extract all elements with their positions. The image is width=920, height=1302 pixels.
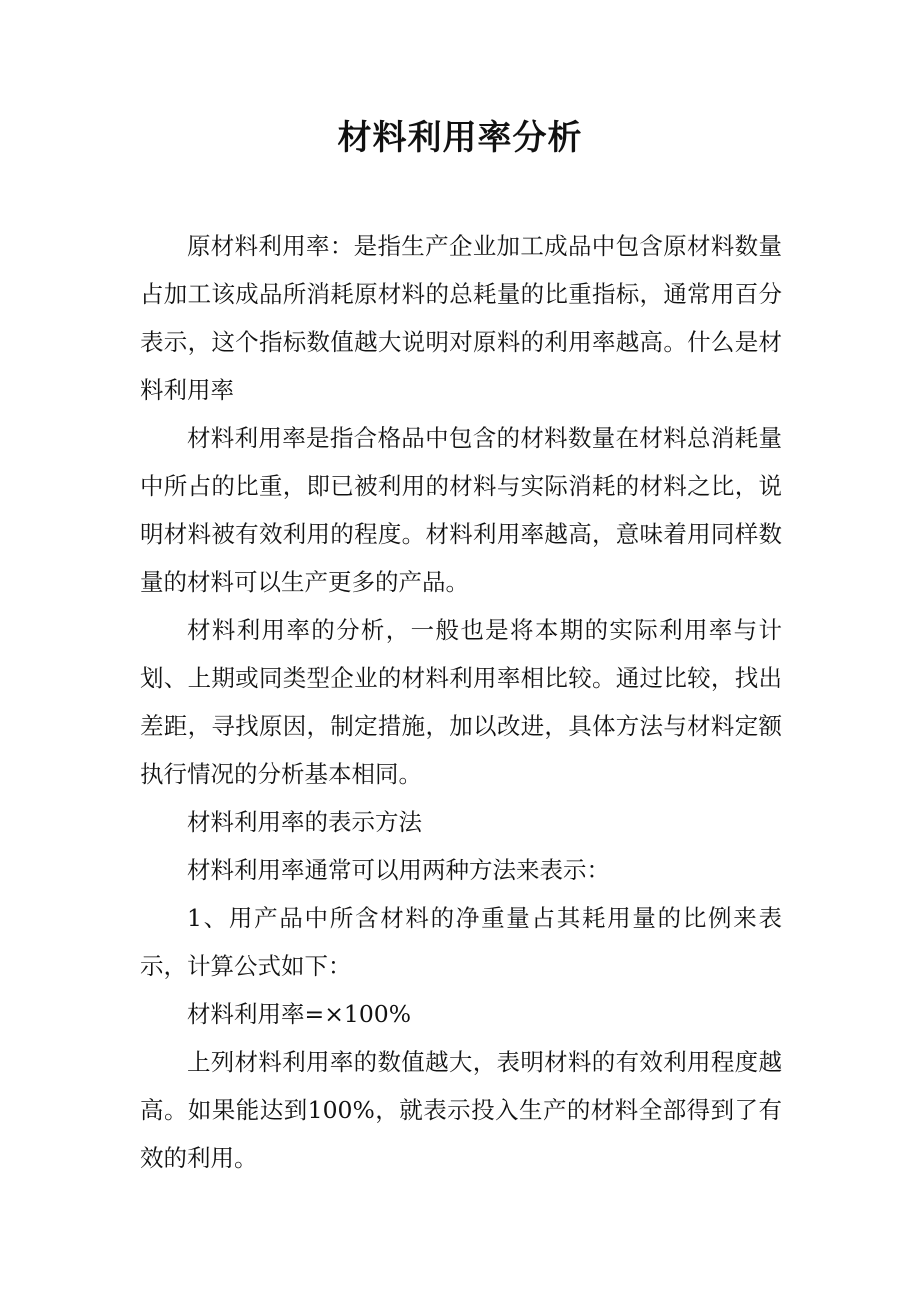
paragraph-analysis: 材料利用率的分析，一般也是将本期的实际利用率与计划、上期或同类型企业的材料利用率相比较。通过比较，找出差距，寻找原因，制定措施，加以改进，具体方法与材料定额执行情况的分析基本相同。 <box>140 616 782 788</box>
paragraph-conclusion: 上列材料利用率的数值越大，表明材料的有效利用程度越高。如果能达到100%，就表示投入生产的材料全部得到了有效的利用。 <box>140 1048 782 1172</box>
paragraph-definition: 原材料利用率：是指生产企业加工成品中包含原材料数量占加工该成品所消耗原材料的总耗量的比重指标，通常用百分表示，这个指标数值越大说明对原料的利用率越高。什么是材料利用率 <box>140 232 782 404</box>
paragraph-method-heading: 材料利用率的表示方法 <box>187 808 422 836</box>
document-title: 材料利用率分析 <box>337 118 583 158</box>
paragraph-two-methods: 材料利用率通常可以用两种方法来表示： <box>187 856 610 884</box>
paragraph-method-one: 1、用产品中所含材料的净重量占其耗用量的比例来表示，计算公式如下： <box>140 904 782 980</box>
document-body <box>140 222 782 1182</box>
paragraph-formula: 材料利用率=×100% <box>187 1000 412 1028</box>
paragraph-meaning: 材料利用率是指合格品中包含的材料数量在材料总消耗量中所占的比重，即已被利用的材料与实际消耗的材料之比，说明材料被有效利用的程度。材料利用率越高，意味着用同样数量的材料可以生产更多的产品。 <box>140 424 782 596</box>
